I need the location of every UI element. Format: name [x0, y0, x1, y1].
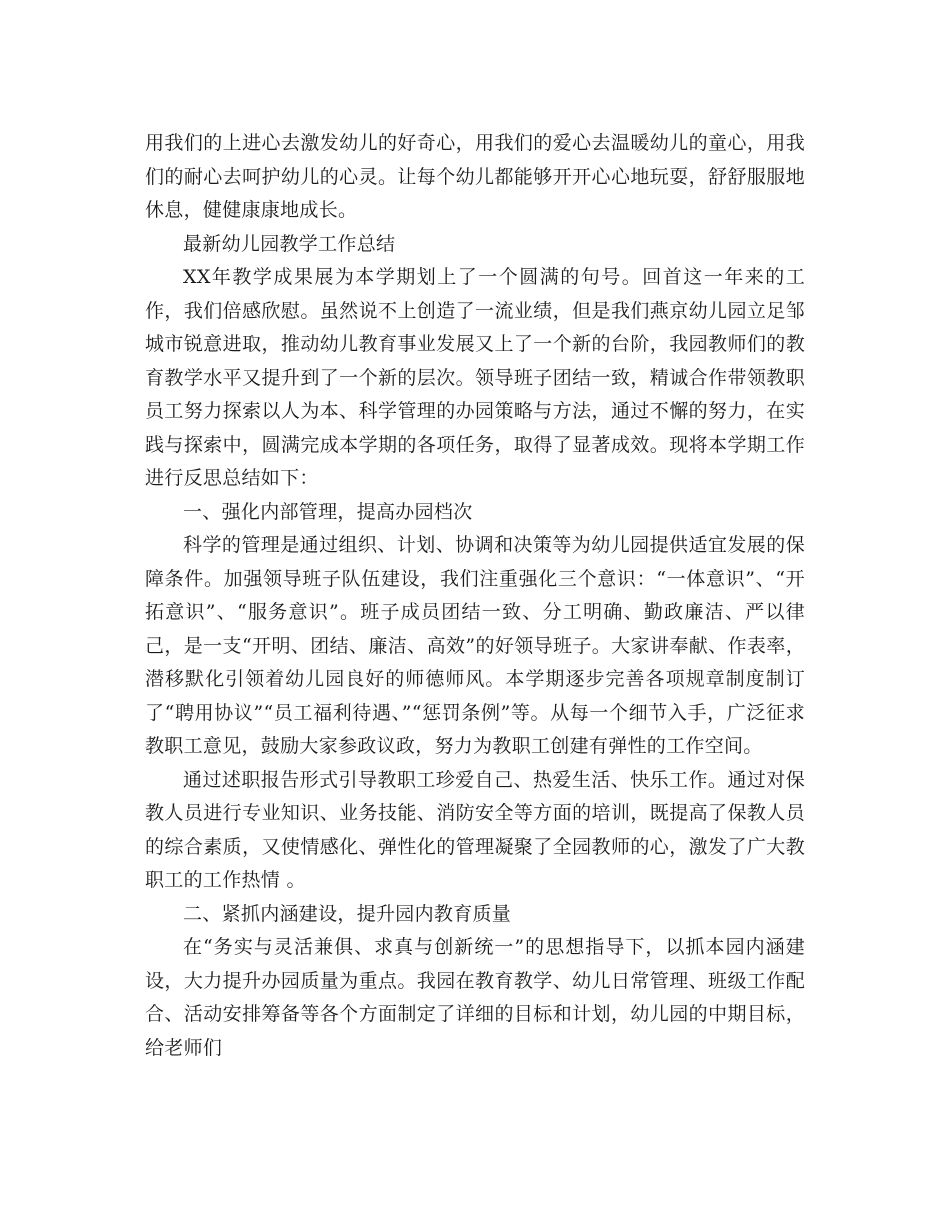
document-page	[145, 127, 805, 1065]
paragraph: 通过述职报告形式引导教职工珍爱自己、热爱生活、快乐工作。通过对保教人员进行专业知识、业务技能、消防安全等方面的培训，既提高了保教人员的综合素质，又使情感化、弹性化的管理凝聚了全园教师的心，激发了广大教职工的工作热情 。	[145, 768, 805, 891]
paragraph: 科学的管理是通过组织、计划、协调和决策等为幼儿园提供适宜发展的保障条件。加强领导班子队伍建设，我们注重强化三个意识：“一体意识”、“开拓意识”、“服务意识”。班子成员团结一致、分工明确、勤政廉洁、严以律己，是一支“开明、团结、廉洁、高效”的好领导班子。大家讲奉献、作表率，潜移默化引领着幼儿园良好的师德师风。本学期逐步完善各项规章制度制订了“聘用协议”“员工福利待遇、”“惩罚条例”等。从每一个细节入手，广泛征求教职工意见，鼓励大家参政议政，努力为教职工创建有弹性的工作空间。	[145, 534, 805, 757]
paragraph: 用我们的上进心去激发幼儿的好奇心，用我们的爱心去温暖幼儿的童心，用我们的耐心去呵护幼儿的心灵。让每个幼儿都能够开开心心地玩耍，舒舒服服地休息，健健康康地成长。	[145, 132, 805, 221]
paragraph: XX年教学成果展为本学期划上了一个圆满的句号。回首这一年来的工作，我们倍感欣慰。虽然说不上创造了一流业绩，但是我们燕京幼儿园立足邹城市锐意进取，推动幼儿教育事业发展又上了一个新的台阶，我园教师们的教育教学水平又提升到了一个新的层次。领导班子团结一致，精诚合作带领教职员工努力探索以人为本、科学管理的办园策略与方法，通过不懈的努力，在实践与探索中，圆满完成本学期的各项任务，取得了显著成效。现将本学期工作进行反思总结如下：	[145, 266, 805, 489]
section-heading: 二、紧抓内涵建设，提升园内教育质量	[183, 902, 512, 925]
section-title: 最新幼儿园教学工作总结	[183, 232, 396, 255]
paragraph: 在“务实与灵活兼俱、求真与创新统一”的思想指导下，以抓本园内涵建设，大力提升办园质量为重点。我园在教育教学、幼儿日常管理、班级工作配合、活动安排筹备等各个方面制定了详细的目标和计划，幼儿园的中期目标，给老师们	[145, 936, 805, 1059]
section-heading: 一、强化内部管理，提高办园档次	[183, 500, 473, 523]
